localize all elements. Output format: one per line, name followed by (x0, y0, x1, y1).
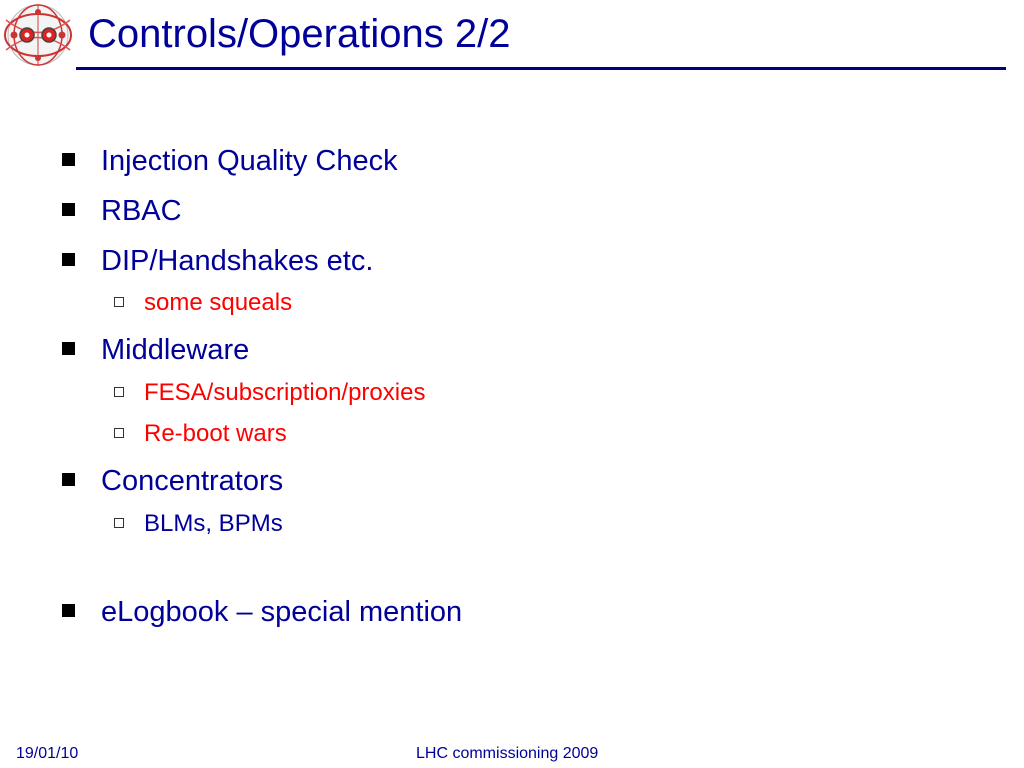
bullet-item (62, 594, 462, 630)
bullet-text: RBAC (101, 195, 182, 227)
square-bullet-icon (62, 153, 75, 166)
square-bullet-icon (62, 342, 75, 355)
footer-date: 19/01/10 (16, 745, 79, 762)
footer-title: LHC commissioning 2009 (416, 745, 599, 762)
hollow-square-bullet-icon (114, 428, 124, 438)
square-bullet-icon (62, 253, 75, 266)
sub-bullet-item (114, 288, 292, 318)
sub-bullet-item (114, 378, 425, 408)
bullet-item (62, 243, 373, 279)
bullet-item (62, 332, 249, 368)
bullet-item (62, 193, 182, 229)
sub-bullet-item (114, 509, 283, 539)
square-bullet-icon (62, 604, 75, 617)
bullet-text: Concentrators (101, 465, 284, 497)
sub-bullet-text: Re-boot wars (144, 420, 287, 447)
sub-bullet-text: FESA/subscription/proxies (144, 379, 426, 406)
sub-bullet-text: some squeals (144, 289, 293, 316)
square-bullet-icon (62, 473, 75, 486)
sub-bullet-text: BLMs, BPMs (144, 510, 283, 537)
bullet-text: DIP/Handshakes etc. (101, 245, 374, 277)
slide-title: Controls/Operations 2/2 (88, 12, 511, 56)
bullet-text: Middleware (101, 334, 250, 366)
sub-bullet-item (114, 419, 287, 449)
bullet-text: Injection Quality Check (101, 145, 398, 177)
bullet-item (62, 463, 283, 499)
hollow-square-bullet-icon (114, 297, 124, 307)
bullet-item (62, 143, 398, 179)
hollow-square-bullet-icon (114, 518, 124, 528)
bullet-text: eLogbook – special mention (101, 596, 463, 628)
square-bullet-icon (62, 203, 75, 216)
hollow-square-bullet-icon (114, 387, 124, 397)
